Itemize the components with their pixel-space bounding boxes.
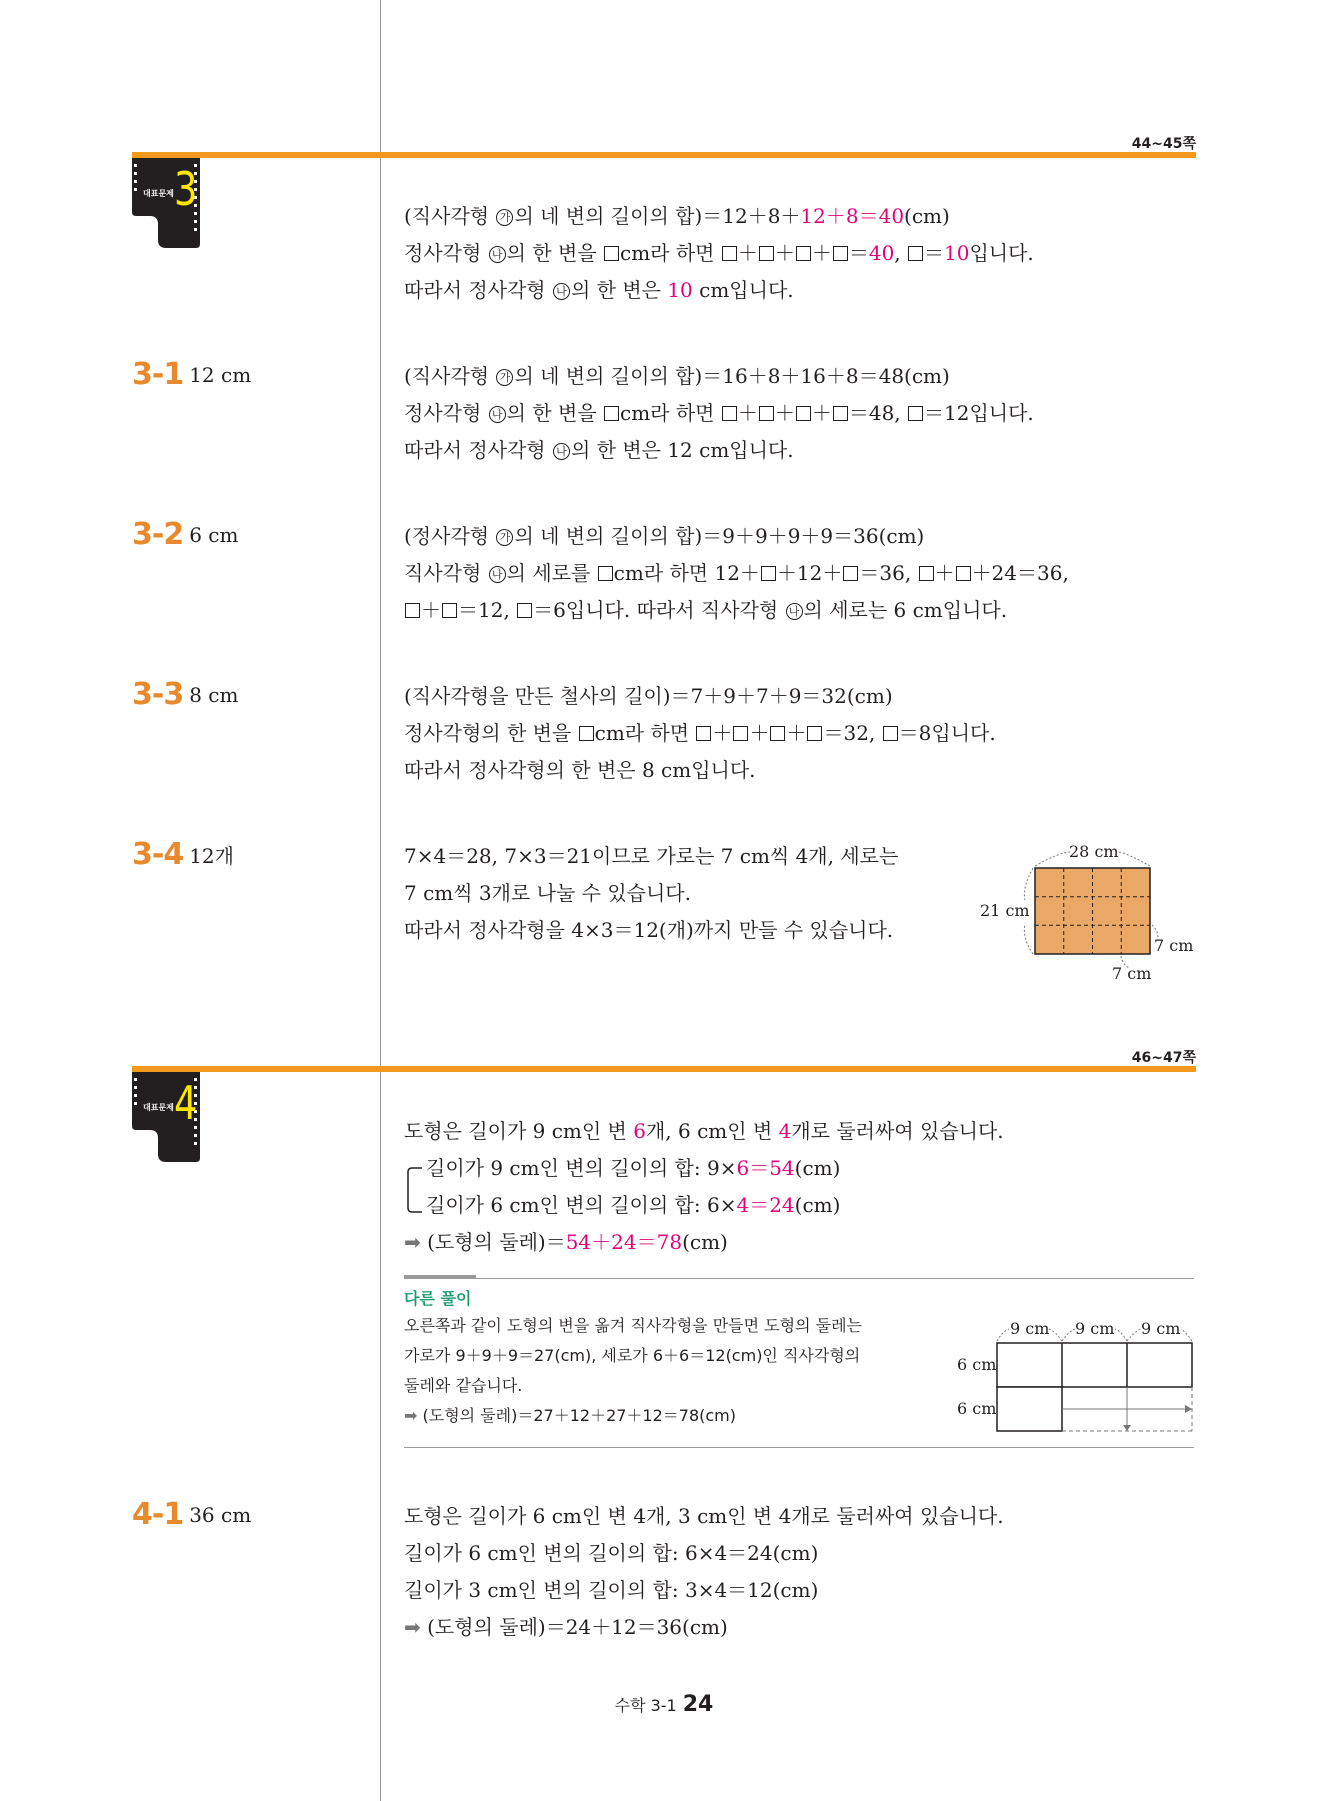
solution-3-3: (직사각형을 만든 철사의 길이)＝7＋9＋7＋9＝32(cm) 정사각형의 한 변을 cm라 하면 ＋ ＋ ＋ ＝32, ＝8입니다. 따라서 정사각형의 한 변은 8 cm입니다. bbox=[404, 684, 996, 782]
circled-ga-icon: 가 bbox=[496, 529, 513, 546]
blank-box-icon bbox=[919, 566, 934, 581]
solution-3-2: (정사각형 가 의 네 변의 길이의 합)＝9＋9＋9＋9＝36(cm) 직사각형 나 의 세로를 cm라 하면 12＋ ＋12＋ ＝36, ＋ ＋24＝36, ＋ ＝12, ＝6입니다. 따라서 직사각형 나 의 세로는 6 cm입니다. bbox=[404, 524, 1069, 622]
blank-box-icon bbox=[796, 406, 811, 421]
blank-box-icon bbox=[761, 566, 776, 581]
rearranged-shape-figure bbox=[945, 1313, 1195, 1443]
label-28cm: 28 cm bbox=[1069, 842, 1119, 861]
label-21cm: 21 cm bbox=[980, 901, 1030, 920]
blank-box-icon bbox=[517, 603, 532, 618]
blank-box-icon bbox=[442, 603, 457, 618]
right-arrow-icon: ➡ bbox=[404, 1406, 418, 1425]
blank-box-icon bbox=[604, 246, 619, 261]
blank-box-icon bbox=[807, 726, 822, 741]
circled-na-icon: 나 bbox=[489, 406, 506, 423]
blank-box-icon bbox=[579, 726, 594, 741]
section-rule bbox=[132, 1066, 1196, 1072]
label-6cm-1: 6 cm bbox=[957, 1355, 997, 1374]
label-9cm-2: 9 cm bbox=[1075, 1319, 1115, 1338]
blank-box-icon bbox=[604, 406, 619, 421]
blank-box-icon bbox=[833, 246, 848, 261]
blank-box-icon bbox=[956, 566, 971, 581]
alternative-solution-text: 오른쪽과 같이 도형의 변을 옮겨 직사각형을 만들면 도형의 둘레는 가로가 9＋9＋9＝27(cm), 세로가 6＋6＝12(cm)인 직사각형의 둘레와 같습니다. ➡ (도형의 둘레)＝27＋12＋27＋12＝78(cm) bbox=[404, 1316, 863, 1425]
solution-3-4: 7×4＝28, 7×3＝21이므로 가로는 7 cm씩 4개, 세로는 7 cm씩 3개로 나눌 수 있습니다. 따라서 정사각형을 4×3＝12(개)까지 만들 수 있습니다. bbox=[404, 844, 899, 942]
circled-ga-icon: 가 bbox=[496, 209, 513, 226]
brace-bracket bbox=[404, 1160, 428, 1220]
circled-na-icon: 나 bbox=[489, 246, 506, 263]
center-divider bbox=[380, 0, 381, 1801]
blank-box-icon bbox=[733, 726, 748, 741]
badge-label: 대표문제 bbox=[143, 1103, 174, 1112]
page-number: 24 bbox=[682, 1692, 714, 1717]
circled-na-icon: 나 bbox=[553, 443, 570, 460]
problem-3-2: 3-2 6 cm bbox=[132, 517, 239, 552]
blank-box-icon bbox=[770, 726, 785, 741]
blank-box-icon bbox=[722, 246, 737, 261]
right-arrow-icon: ➡ bbox=[404, 1615, 421, 1639]
blank-box-icon bbox=[908, 246, 923, 261]
solution-3: (직사각형 가 의 네 변의 길이의 합)＝12＋8＋12＋8＝40(cm) 정사각형 나 의 한 변을 cm라 하면 ＋ ＋ ＋ ＝40, ＝10입니다. 따라서 정사각형 나 의 한 변은 10 cm입니다. bbox=[404, 204, 1034, 302]
badge-number: 4 bbox=[174, 1076, 198, 1130]
page-ref-46-47: 46~47쪽 bbox=[1131, 1050, 1196, 1066]
blank-box-icon bbox=[598, 566, 613, 581]
circled-ga-icon: 가 bbox=[496, 369, 513, 386]
alternative-solution-tab bbox=[404, 1275, 476, 1278]
problem-3-4: 3-4 12개 bbox=[132, 837, 234, 872]
circled-na-icon: 나 bbox=[786, 603, 803, 620]
section-rule bbox=[132, 152, 1196, 158]
solution-4: 도형은 길이가 9 cm인 변 6개, 6 cm인 변 4개로 둘러싸여 있습니다. 길이가 9 cm인 변의 길이의 합: 9×6＝54(cm) 길이가 6 cm인 변의 길이의 합: 6×4＝24(cm) ➡ (도형의 둘레)＝54＋24＝78(cm) bbox=[404, 1119, 1004, 1254]
circled-na-icon: 나 bbox=[489, 566, 506, 583]
circled-na-icon: 나 bbox=[553, 283, 570, 300]
blank-box-icon bbox=[843, 566, 858, 581]
badge-problem-4 bbox=[130, 1072, 204, 1162]
right-arrow-icon: ➡ bbox=[404, 1230, 421, 1254]
badge-label: 대표문제 bbox=[143, 189, 174, 198]
blank-box-icon bbox=[759, 246, 774, 261]
blank-box-icon bbox=[405, 603, 420, 618]
problem-3-3: 3-3 8 cm bbox=[132, 677, 239, 712]
grid-rectangle-figure bbox=[970, 838, 1210, 988]
blank-box-icon bbox=[833, 406, 848, 421]
blank-box-icon bbox=[696, 726, 711, 741]
problem-4-1: 4-1 36 cm bbox=[132, 1497, 252, 1532]
solution-3-1: (직사각형 가 의 네 변의 길이의 합)＝16＋8＋16＋8＝48(cm) 정사각형 나 의 한 변을 cm라 하면 ＋ ＋ ＋ ＝48, ＝12입니다. 따라서 정사각형 나 의 한 변은 12 cm입니다. bbox=[404, 364, 1034, 462]
badge-problem-3 bbox=[130, 158, 204, 248]
blank-box-icon bbox=[908, 406, 923, 421]
badge-number: 3 bbox=[174, 162, 198, 216]
solution-4-1: 도형은 길이가 6 cm인 변 4개, 3 cm인 변 4개로 둘러싸여 있습니다. 길이가 6 cm인 변의 길이의 합: 6×4＝24(cm) 길이가 3 cm인 변의 길이의 합: 3×4＝12(cm) ➡ (도형의 둘레)＝24＋12＝36(cm) bbox=[404, 1504, 1004, 1639]
problem-3-1: 3-1 12 cm bbox=[132, 357, 252, 392]
label-6cm-2: 6 cm bbox=[957, 1399, 997, 1418]
alternative-solution-title: 다른 풀이 bbox=[404, 1289, 472, 1308]
label-9cm-3: 9 cm bbox=[1141, 1319, 1181, 1338]
blank-box-icon bbox=[759, 406, 774, 421]
blank-box-icon bbox=[722, 406, 737, 421]
label-9cm-1: 9 cm bbox=[1010, 1319, 1050, 1338]
page-footer bbox=[0, 1692, 1328, 1717]
label-7cm-right: 7 cm bbox=[1154, 936, 1194, 955]
page-ref-44-45: 44~45쪽 bbox=[1131, 136, 1196, 152]
blank-box-icon bbox=[883, 726, 898, 741]
blank-box-icon bbox=[796, 246, 811, 261]
label-7cm-bottom: 7 cm bbox=[1112, 964, 1152, 983]
footer-label: 수학 3-1 bbox=[614, 1696, 677, 1715]
